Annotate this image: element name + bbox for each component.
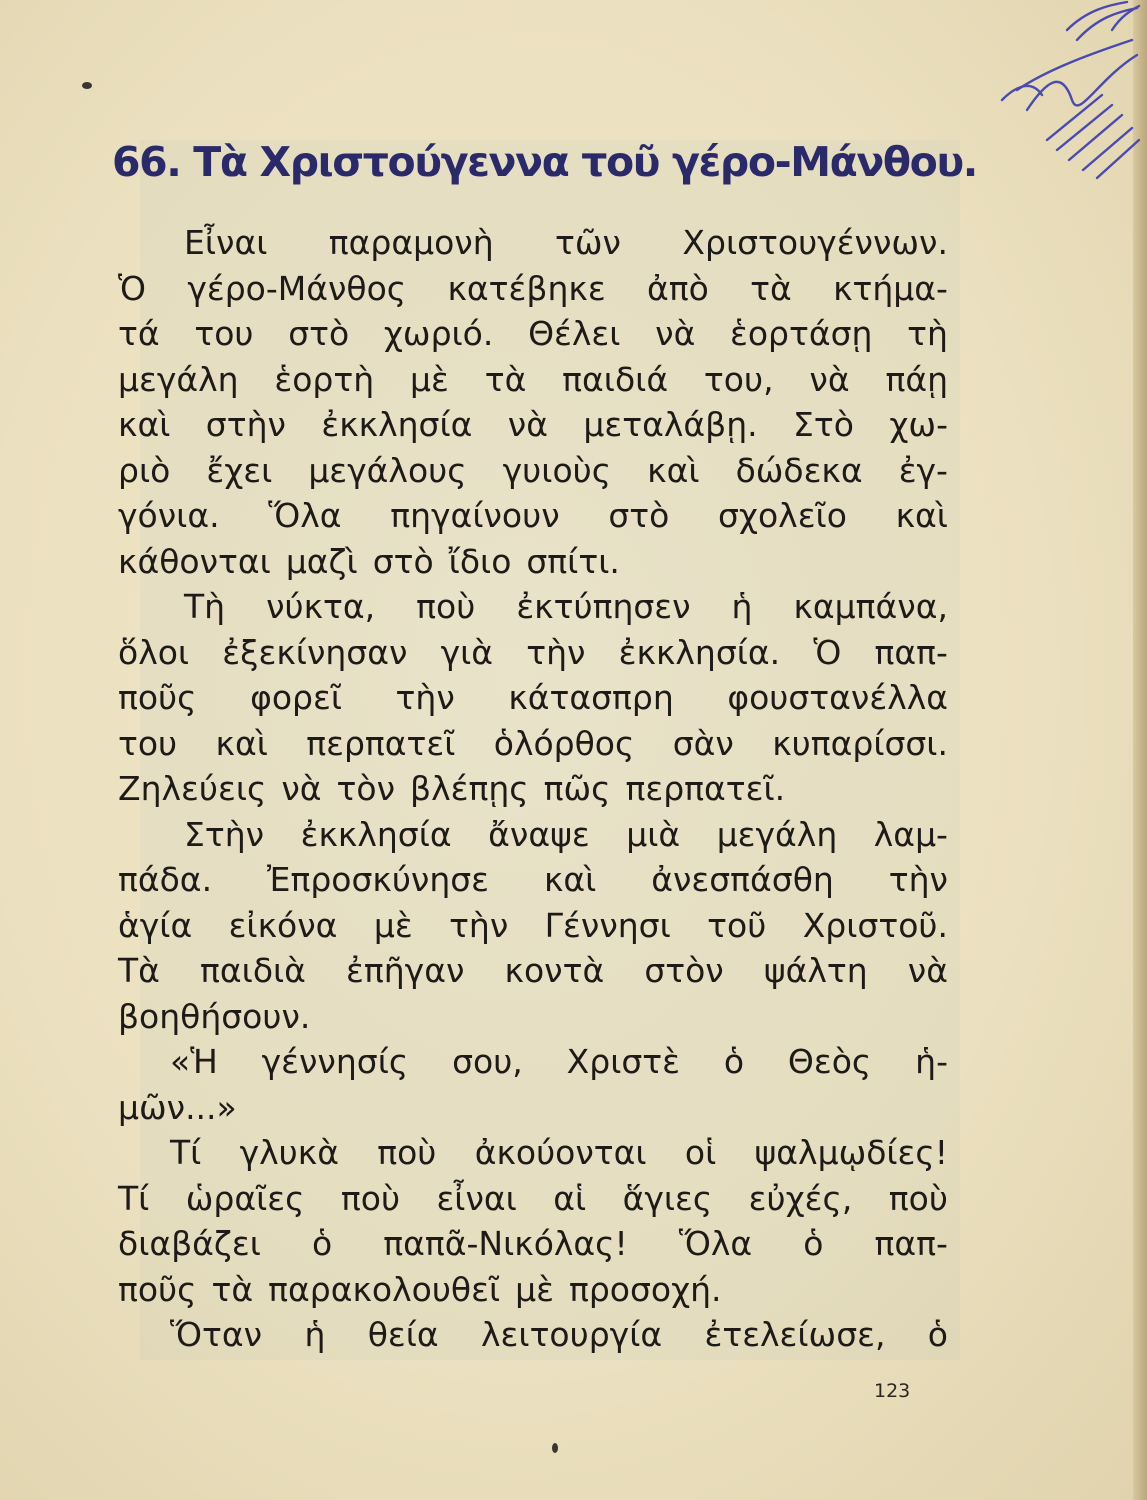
text-line [118,721,948,767]
word: γλυκὰ [239,1133,339,1172]
word: Τί [118,1178,150,1218]
word: κατέβηκε [447,268,606,308]
text-line [118,1221,948,1267]
word: ἅγιες [622,1178,713,1218]
word: προσοχή. [568,1269,722,1309]
word: γόνια. [118,496,220,535]
word: τὰ [211,1269,254,1309]
word: ψαλμῳδίες! [754,1133,948,1172]
word: λειτουργία [481,1315,663,1354]
word: ἐκκλησία. [618,632,781,672]
word: ὁ [311,1224,333,1263]
word: Χριστοῦ. [802,905,948,945]
word: δώδεκα [735,450,863,490]
word: καὶ [647,450,700,490]
word: τὴν [526,632,586,672]
word: ἐξεκίνησαν [222,632,408,672]
word: ἐκκλησία [300,814,452,854]
word: περπατεῖ. [625,769,786,808]
text-line [118,1267,948,1313]
text-line [118,584,948,630]
word: ἐκκλησία [321,405,473,444]
word: μεγάλη [716,814,838,854]
word: Θέλει [528,314,621,353]
word: παραμονὴ [328,223,494,262]
word: αἱ [553,1178,587,1218]
word: φορεῖ [250,678,342,717]
word: πηγαίνουν [390,496,560,535]
word: πῶς [543,769,611,808]
word: νύκτα, [266,587,376,626]
word: στὸν [644,951,724,990]
word: ἐπῆγαν [346,951,465,990]
word: ριὸ [118,450,171,490]
word: μὲ [373,905,413,945]
word: Ὅταν [170,1315,263,1354]
text-line [118,903,948,949]
word: γυιοὺς [502,450,612,490]
word: Ὅλα [268,496,342,535]
word: ἴδιο [448,541,512,581]
word: πάδα. [118,860,213,899]
word: ποὺ [888,1178,948,1218]
word: χω- [889,405,948,444]
word: μὲ [410,359,449,399]
word: φουστανέλλα [727,678,948,717]
word: τὰ [484,359,527,399]
word: Θεὸς [787,1042,872,1081]
word: πάῃ [885,359,948,399]
text-line [118,1085,948,1131]
word: παιδιὰ [200,951,306,990]
word: του [194,314,254,353]
word: βοηθήσουν. [118,996,311,1036]
word: τὰ [750,268,792,308]
word: Ὁ [813,632,842,672]
word: βλέπῃς [410,769,529,808]
word: ψάλτη [763,951,868,990]
word: ποὺ [416,587,476,626]
word: παπ- [874,1224,948,1263]
word: στὴν [205,405,286,444]
word: Ζηλεύεις [118,769,267,808]
word: καὶ [215,723,268,763]
word: εἶναι [436,1178,517,1218]
text-line [118,675,948,721]
word: «Ἡ [170,1042,218,1081]
word: νὰ [281,769,322,808]
word: νὰ [907,951,948,990]
word: κάθονται [118,541,271,581]
page-number: 123 [874,1380,911,1402]
word: ποὺ [340,1178,401,1218]
word: ὅλοι [118,632,190,672]
text-line [118,311,948,357]
page-edge [1133,0,1147,1500]
word: στὸ [288,314,350,353]
word: μεγάλη [118,359,239,399]
text-line [118,1176,948,1222]
word: τῶν [555,223,621,262]
word: ἐγ- [898,450,948,490]
word: κάτασπρη [508,678,674,717]
word: ἡ [731,587,753,626]
word: Γέννησι [544,905,671,945]
text-line [118,357,948,403]
story-text [118,220,948,1358]
word: Τὰ [118,951,160,990]
word: καμπάνα, [793,587,948,626]
word: ὁ [803,1224,824,1263]
ink-smudge [82,82,92,89]
text-line [118,1312,948,1358]
text-line [118,1130,948,1176]
text-line [118,994,948,1040]
word: στὸ [372,541,434,581]
word: Στὴν [184,814,265,854]
word: διαβάζει [118,1224,261,1263]
word: τὴν [888,860,948,899]
word: νὰ [655,314,696,353]
word: περπατεῖ [306,723,456,763]
word: σου, [452,1042,523,1081]
word: Τὴ [184,587,226,626]
word: μεταλάβῃ. [583,405,758,444]
word: ὁ [927,1315,948,1354]
word: σχολεῖο [718,496,847,535]
word: μεγάλους [308,450,467,490]
ink-smudge [552,1443,558,1453]
word: εὐχές, [748,1178,853,1218]
word: ἀκούονται [474,1133,647,1172]
text-line [118,266,948,312]
word: κτήμα- [833,268,948,308]
word: Χριστὲ [566,1042,680,1081]
word: νὰ [507,405,548,444]
word: Χριστουγέννων. [682,223,948,262]
word: ἐκτύπησεν [516,587,691,626]
word: οἱ [684,1133,717,1172]
word: του [118,723,178,763]
text-line [118,948,948,994]
word: Ὅλα [678,1224,753,1263]
word: κυπαρίσσι. [772,723,948,763]
word: Τί [170,1133,202,1172]
text-line [118,493,948,539]
word: Εἶναι [184,223,268,262]
word: λαμ- [873,814,948,854]
word: παπ- [874,632,948,672]
word: γέννησίς [261,1042,409,1081]
word: ἑορτάσῃ [730,314,873,353]
word: εἰκόνα [228,905,338,945]
word: σὰν [672,723,734,763]
word: χωριό. [383,314,494,353]
word: ἡ [304,1315,326,1354]
word: τὴ [907,314,948,353]
word: ἁγία [118,905,193,945]
word: τὴν [449,905,509,945]
word: τά [118,314,160,353]
word: ἀπὸ [646,268,709,308]
word: ὁ [723,1042,745,1081]
word: μαζὶ [285,541,358,581]
text-line [118,766,948,812]
word: Ἐπροσκύνησε [266,860,490,899]
word: κοντὰ [504,951,605,990]
text-line [118,857,948,903]
word: θεία [367,1315,439,1354]
word: Στὸ [793,405,854,444]
text-line [118,402,948,448]
text-line [118,630,948,676]
word: μιὰ [626,814,681,854]
word: ἀνεσπάσθη [651,860,834,899]
word: παρακολουθεῖ [268,1269,501,1309]
text-line [118,1039,948,1085]
word: καὶ [118,405,171,444]
word: ἔχει [206,450,273,490]
word: καὶ [895,496,948,535]
word: νὰ [809,359,850,399]
word: γιὰ [440,632,494,672]
word: καὶ [543,860,597,899]
word: ὁλόρθος [493,723,635,763]
word: του, [703,359,774,399]
word: τὸν [336,769,396,808]
text-line [118,220,948,266]
word: ποῦς [118,678,197,717]
word: στὸ [608,496,670,535]
word: ἑορτὴ [274,359,375,399]
word: ποὺ [377,1133,437,1172]
word: μῶν...» [118,1087,237,1127]
word: ὡραῖες [185,1178,305,1218]
text-line [118,539,948,585]
chapter-title: 66. Τὰ Χριστούγεννα τοῦ γέρο-Μάνθου. [112,138,977,186]
word: ποῦς [118,1269,197,1309]
word: γέρο-Μάνθος [187,268,407,308]
text-line [118,812,948,858]
word: ἄναψε [488,814,590,854]
text-line [118,448,948,494]
word: ἐτελείωσε, [704,1315,886,1354]
word: τοῦ [707,905,767,945]
word: τὴν [395,678,455,717]
word: παιδιά [562,359,669,399]
word: παπᾶ-Νικόλας! [383,1224,628,1263]
word: Ὁ [118,268,146,308]
word: ἡ- [915,1042,948,1081]
word: σπίτι. [526,541,620,581]
word: μὲ [515,1269,554,1309]
